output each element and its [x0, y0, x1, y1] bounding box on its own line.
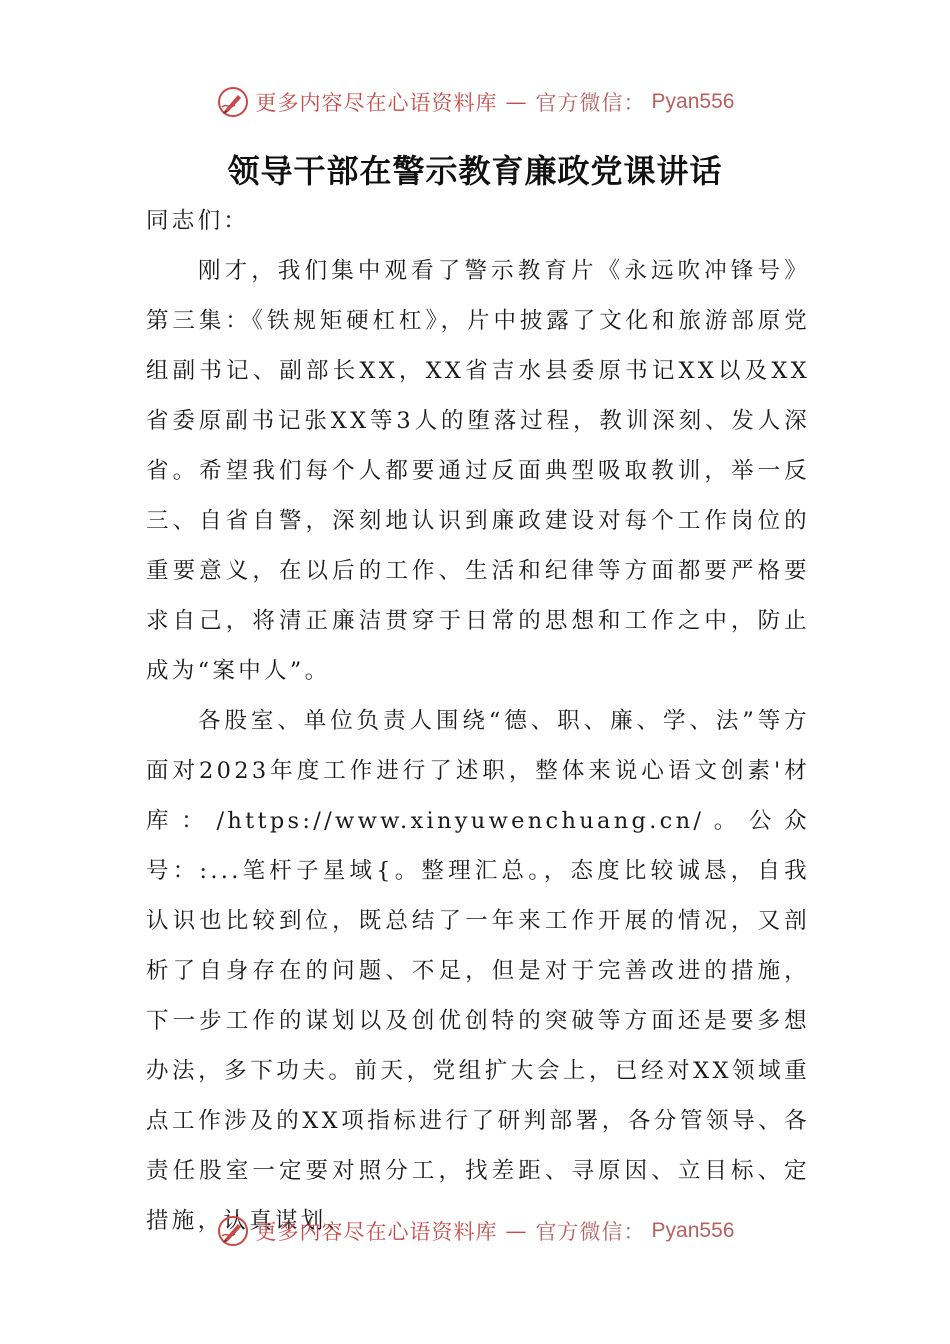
salutation: 同志们：: [146, 208, 250, 234]
watermark-label: 官方微信：: [535, 1220, 646, 1244]
watermark-dash: —: [505, 1219, 528, 1243]
document-body: [146, 196, 810, 1246]
watermark-brand: 更多内容尽在心语资料库: [255, 91, 498, 115]
watermark-dash: —: [505, 90, 528, 114]
paragraph: 各股室、单位负责人围绕“德、职、廉、学、法”等方面对2023年度工作进行了述职，整体来说心语文创素'材库：/https://www.xinyuwenchuang.cn/。公众号：:...笔杆子星域{。整理汇总。，态度比较诚恳，自我认识也比较到位，既总结了一年来工作开展的情况，又剖析了自身存在的问题、不足，但是对于完善改进的措施，下一步工作的谋划以及创优创特的突破等方面还是要多想办法，多下功夫。前天，党组扩大会上，已经对XX领域重点工作涉及的XX项指标进行了研判部署，各分管领导、各责任股室一定要对照分工，找差距、寻原因、立目标、定措施，认真谋划、: [146, 708, 810, 1234]
watermark-label: 官方微信：: [535, 91, 646, 115]
paragraph: 刚才，我们集中观看了警示教育片《永远吹冲锋号》第三集：《铁规矩硬杠杠》，片中披露了文化和旅游部原党组副书记、副部长XX，XX省吉水县委原书记XX以及XX省委原副书记张XX等3人的堕落过程，教训深刻、发人深省。希望我们每个人都要通过反面典型吸取教训，举一反三、自省自警，深刻地认识到廉政建设对每个工作岗位的重要意义，在以后的工作、生活和纪律等方面都要严格要求自己，将清正廉洁贯穿于日常的思想和工作之中，防止成为“案中人”。: [146, 258, 810, 684]
header-watermark: [0, 80, 950, 124]
watermark-wechat-id: Pyan556: [651, 1219, 735, 1242]
footer-watermark: [0, 1209, 950, 1253]
pen-logo-icon: [216, 1214, 250, 1248]
pen-logo-icon: [216, 85, 250, 119]
document-title: 领导干部在警示教育廉政党课讲话: [227, 152, 723, 190]
watermark-wechat-id: Pyan556: [651, 90, 735, 113]
watermark-brand: 更多内容尽在心语资料库: [255, 1220, 498, 1244]
